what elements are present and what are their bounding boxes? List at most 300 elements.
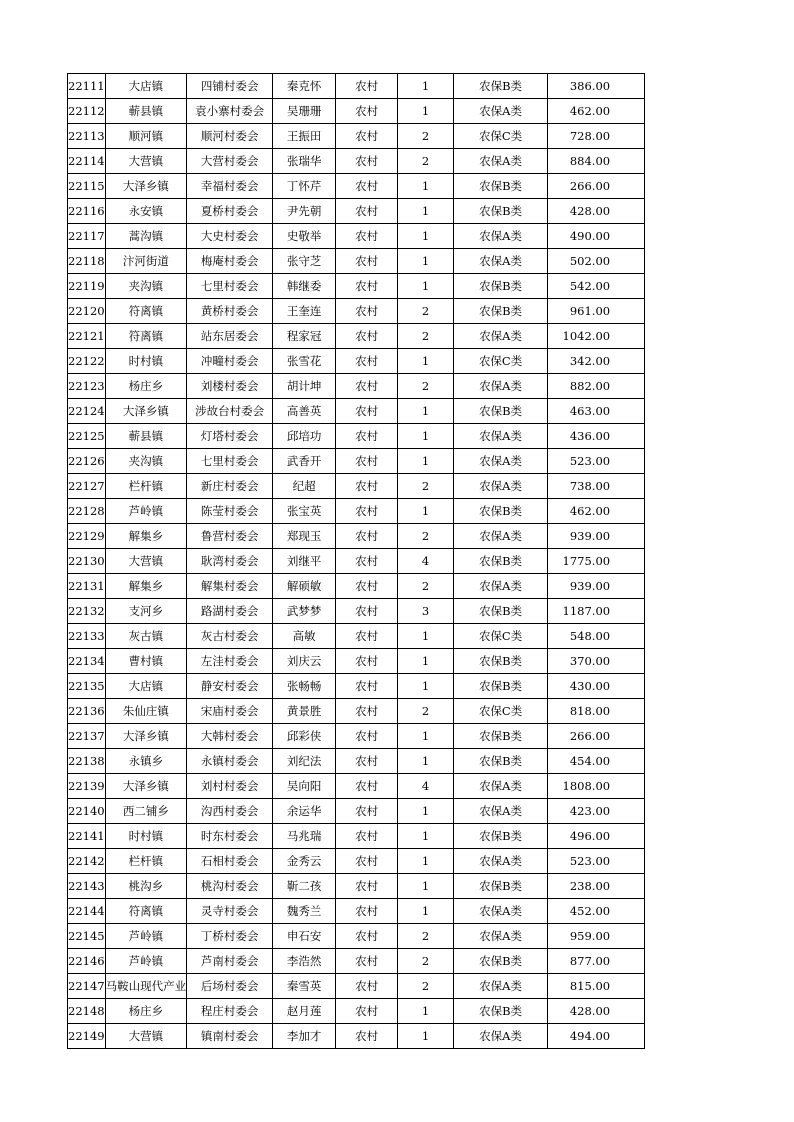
village-cell: 大史村委会 [187,224,273,249]
town-cell: 大泽乡镇 [105,174,187,199]
id-cell: 22140 [68,799,106,824]
name-cell: 武香开 [273,449,336,474]
id-cell: 22129 [68,524,106,549]
area-type-cell: 农村 [336,749,398,774]
category-cell: 农保B类 [454,199,548,224]
category-cell: 农保B类 [454,499,548,524]
category-cell: 农保A类 [454,924,548,949]
category-cell: 农保B类 [454,649,548,674]
id-cell: 22111 [68,74,106,99]
id-cell: 22113 [68,124,106,149]
count-cell: 1 [398,649,454,674]
name-cell: 吴向阳 [273,774,336,799]
category-cell: 农保C类 [454,124,548,149]
amount-cell: 502.00 [548,249,645,274]
id-cell: 22142 [68,849,106,874]
id-cell: 22148 [68,999,106,1024]
amount-cell: 728.00 [548,124,645,149]
category-cell: 农保A类 [454,849,548,874]
id-cell: 22114 [68,149,106,174]
category-cell: 农保A类 [454,974,548,999]
village-cell: 四铺村委会 [187,74,273,99]
village-cell: 灰古村委会 [187,624,273,649]
town-cell: 蕲县镇 [105,99,187,124]
village-cell: 大韩村委会 [187,724,273,749]
village-cell: 路湖村委会 [187,599,273,624]
category-cell: 农保B类 [454,549,548,574]
table-row [68,149,645,174]
area-type-cell: 农村 [336,224,398,249]
village-cell: 鲁营村委会 [187,524,273,549]
village-cell: 灯塔村委会 [187,424,273,449]
amount-cell: 496.00 [548,824,645,849]
table-body [68,74,645,1049]
name-cell: 马兆瑞 [273,824,336,849]
name-cell: 秦克怀 [273,74,336,99]
name-cell: 王奎连 [273,299,336,324]
village-cell: 大营村委会 [187,149,273,174]
category-cell: 农保A类 [454,474,548,499]
village-cell: 解集村委会 [187,574,273,599]
table-row [68,799,645,824]
id-cell: 22115 [68,174,106,199]
town-cell: 大营镇 [105,149,187,174]
count-cell: 3 [398,599,454,624]
id-cell: 22116 [68,199,106,224]
table-row [68,874,645,899]
town-cell: 朱仙庄镇 [105,699,187,724]
count-cell: 1 [398,874,454,899]
id-cell: 22128 [68,499,106,524]
category-cell: 农保B类 [454,874,548,899]
village-cell: 涉故台村委会 [187,399,273,424]
count-cell: 4 [398,774,454,799]
village-cell: 新庄村委会 [187,474,273,499]
count-cell: 2 [398,149,454,174]
count-cell: 2 [398,524,454,549]
table-row [68,599,645,624]
village-cell: 芦南村委会 [187,949,273,974]
id-cell: 22124 [68,399,106,424]
count-cell: 1 [398,824,454,849]
count-cell: 2 [398,574,454,599]
table-row [68,274,645,299]
amount-cell: 454.00 [548,749,645,774]
id-cell: 22149 [68,1024,106,1049]
village-cell: 石相村委会 [187,849,273,874]
area-type-cell: 农村 [336,624,398,649]
name-cell: 张瑞华 [273,149,336,174]
town-cell: 蒿沟镇 [105,224,187,249]
name-cell: 史敬举 [273,224,336,249]
category-cell: 农保A类 [454,449,548,474]
town-cell: 汴河街道 [105,249,187,274]
amount-cell: 452.00 [548,899,645,924]
name-cell: 李浩然 [273,949,336,974]
name-cell: 余运华 [273,799,336,824]
village-cell: 灵寺村委会 [187,899,273,924]
area-type-cell: 农村 [336,799,398,824]
amount-cell: 266.00 [548,174,645,199]
amount-cell: 939.00 [548,524,645,549]
town-cell: 大泽乡镇 [105,774,187,799]
town-cell: 解集乡 [105,524,187,549]
table-row [68,624,645,649]
id-cell: 22120 [68,299,106,324]
table-row [68,724,645,749]
amount-cell: 436.00 [548,424,645,449]
id-cell: 22123 [68,374,106,399]
area-type-cell: 农村 [336,999,398,1024]
table-row [68,424,645,449]
town-cell: 芦岭镇 [105,499,187,524]
amount-cell: 542.00 [548,274,645,299]
category-cell: 农保C类 [454,624,548,649]
amount-cell: 463.00 [548,399,645,424]
amount-cell: 462.00 [548,499,645,524]
amount-cell: 548.00 [548,624,645,649]
count-cell: 1 [398,174,454,199]
id-cell: 22117 [68,224,106,249]
table-row [68,374,645,399]
area-type-cell: 农村 [336,449,398,474]
table-row [68,124,645,149]
table-row [68,99,645,124]
area-type-cell: 农村 [336,849,398,874]
village-cell: 沟西村委会 [187,799,273,824]
id-cell: 22121 [68,324,106,349]
amount-cell: 877.00 [548,949,645,974]
count-cell: 1 [398,899,454,924]
count-cell: 1 [398,999,454,1024]
town-cell: 大泽乡镇 [105,724,187,749]
id-cell: 22122 [68,349,106,374]
area-type-cell: 农村 [336,274,398,299]
category-cell: 农保B类 [454,674,548,699]
table-row [68,974,645,999]
count-cell: 2 [398,124,454,149]
count-cell: 1 [398,99,454,124]
name-cell: 李加才 [273,1024,336,1049]
category-cell: 农保B类 [454,599,548,624]
area-type-cell: 农村 [336,524,398,549]
count-cell: 1 [398,224,454,249]
amount-cell: 342.00 [548,349,645,374]
table-row [68,674,645,699]
category-cell: 农保A类 [454,99,548,124]
category-cell: 农保A类 [454,249,548,274]
table-row [68,649,645,674]
town-cell: 时村镇 [105,349,187,374]
id-cell: 22144 [68,899,106,924]
town-cell: 符离镇 [105,299,187,324]
town-cell: 芦岭镇 [105,924,187,949]
amount-cell: 738.00 [548,474,645,499]
category-cell: 农保B类 [454,999,548,1024]
town-cell: 栏杆镇 [105,474,187,499]
village-cell: 静安村委会 [187,674,273,699]
town-cell: 支河乡 [105,599,187,624]
village-cell: 刘楼村委会 [187,374,273,399]
town-cell: 永镇乡 [105,749,187,774]
town-cell: 芦岭镇 [105,949,187,974]
village-cell: 黄桥村委会 [187,299,273,324]
count-cell: 1 [398,74,454,99]
name-cell: 张宝英 [273,499,336,524]
count-cell: 2 [398,324,454,349]
table-row [68,299,645,324]
name-cell: 张雪花 [273,349,336,374]
village-cell: 程庄村委会 [187,999,273,1024]
table-row [68,949,645,974]
count-cell: 1 [398,624,454,649]
table-row [68,399,645,424]
amount-cell: 1808.00 [548,774,645,799]
category-cell: 农保C类 [454,699,548,724]
table-row [68,774,645,799]
town-cell: 顺河镇 [105,124,187,149]
category-cell: 农保B类 [454,724,548,749]
town-cell: 大营镇 [105,549,187,574]
id-cell: 22133 [68,624,106,649]
count-cell: 1 [398,799,454,824]
name-cell: 韩继委 [273,274,336,299]
amount-cell: 959.00 [548,924,645,949]
area-type-cell: 农村 [336,149,398,174]
name-cell: 秦雪英 [273,974,336,999]
area-type-cell: 农村 [336,399,398,424]
category-cell: 农保B类 [454,174,548,199]
id-cell: 22147 [68,974,106,999]
count-cell: 1 [398,399,454,424]
town-cell: 符离镇 [105,324,187,349]
table-row [68,549,645,574]
amount-cell: 1775.00 [548,549,645,574]
name-cell: 邱彩侠 [273,724,336,749]
table-row [68,199,645,224]
village-cell: 幸福村委会 [187,174,273,199]
area-type-cell: 农村 [336,774,398,799]
village-cell: 永镇村委会 [187,749,273,774]
town-cell: 大泽乡镇 [105,399,187,424]
id-cell: 22138 [68,749,106,774]
category-cell: 农保A类 [454,574,548,599]
town-cell: 夹沟镇 [105,449,187,474]
category-cell: 农保A类 [454,1024,548,1049]
area-type-cell: 农村 [336,349,398,374]
count-cell: 4 [398,549,454,574]
town-cell: 桃沟乡 [105,874,187,899]
category-cell: 农保A类 [454,324,548,349]
name-cell: 靳二孩 [273,874,336,899]
category-cell: 农保A类 [454,374,548,399]
area-type-cell: 农村 [336,599,398,624]
count-cell: 1 [398,449,454,474]
name-cell: 尹先朝 [273,199,336,224]
village-cell: 夏桥村委会 [187,199,273,224]
amount-cell: 523.00 [548,449,645,474]
id-cell: 22143 [68,874,106,899]
amount-cell: 423.00 [548,799,645,824]
town-cell: 曹村镇 [105,649,187,674]
name-cell: 申石安 [273,924,336,949]
category-cell: 农保B类 [454,74,548,99]
name-cell: 张畅畅 [273,674,336,699]
category-cell: 农保A类 [454,774,548,799]
category-cell: 农保B类 [454,749,548,774]
area-type-cell: 农村 [336,424,398,449]
name-cell: 刘继平 [273,549,336,574]
table-row [68,74,645,99]
area-type-cell: 农村 [336,1024,398,1049]
id-cell: 22139 [68,774,106,799]
village-cell: 丁桥村委会 [187,924,273,949]
id-cell: 22141 [68,824,106,849]
area-type-cell: 农村 [336,549,398,574]
category-cell: 农保B类 [454,274,548,299]
table-row [68,999,645,1024]
amount-cell: 818.00 [548,699,645,724]
village-cell: 冲疃村委会 [187,349,273,374]
data-table [67,73,645,1049]
village-cell: 袁小寨村委会 [187,99,273,124]
id-cell: 22131 [68,574,106,599]
town-cell: 永安镇 [105,199,187,224]
village-cell: 七里村委会 [187,274,273,299]
village-cell: 宋庙村委会 [187,699,273,724]
count-cell: 1 [398,499,454,524]
area-type-cell: 农村 [336,649,398,674]
village-cell: 桃沟村委会 [187,874,273,899]
town-cell: 大店镇 [105,674,187,699]
area-type-cell: 农村 [336,174,398,199]
village-cell: 站东居委会 [187,324,273,349]
table-row [68,849,645,874]
count-cell: 2 [398,949,454,974]
area-type-cell: 农村 [336,874,398,899]
amount-cell: 386.00 [548,74,645,99]
id-cell: 22135 [68,674,106,699]
area-type-cell: 农村 [336,124,398,149]
name-cell: 高敏 [273,624,336,649]
table-row [68,574,645,599]
amount-cell: 884.00 [548,149,645,174]
name-cell: 纪超 [273,474,336,499]
area-type-cell: 农村 [336,574,398,599]
village-cell: 刘村村委会 [187,774,273,799]
count-cell: 1 [398,1024,454,1049]
town-cell: 灰古镇 [105,624,187,649]
name-cell: 高善英 [273,399,336,424]
category-cell: 农保B类 [454,399,548,424]
table-row [68,449,645,474]
count-cell: 2 [398,474,454,499]
village-cell: 梅庵村委会 [187,249,273,274]
count-cell: 1 [398,424,454,449]
table-row [68,174,645,199]
town-cell: 解集乡 [105,574,187,599]
name-cell: 刘庆云 [273,649,336,674]
name-cell: 赵月莲 [273,999,336,1024]
amount-cell: 428.00 [548,199,645,224]
count-cell: 1 [398,724,454,749]
category-cell: 农保A类 [454,899,548,924]
area-type-cell: 农村 [336,924,398,949]
amount-cell: 961.00 [548,299,645,324]
table-row [68,899,645,924]
town-cell: 符离镇 [105,899,187,924]
table-row [68,924,645,949]
id-cell: 22134 [68,649,106,674]
name-cell: 黄景胜 [273,699,336,724]
table-row [68,1024,645,1049]
count-cell: 1 [398,274,454,299]
name-cell: 邱培功 [273,424,336,449]
area-type-cell: 农村 [336,674,398,699]
table-row [68,699,645,724]
category-cell: 农保A类 [454,524,548,549]
area-type-cell: 农村 [336,499,398,524]
count-cell: 2 [398,699,454,724]
area-type-cell: 农村 [336,374,398,399]
count-cell: 1 [398,349,454,374]
table-row [68,349,645,374]
amount-cell: 266.00 [548,724,645,749]
count-cell: 1 [398,249,454,274]
id-cell: 22127 [68,474,106,499]
amount-cell: 490.00 [548,224,645,249]
id-cell: 22136 [68,699,106,724]
category-cell: 农保B类 [454,949,548,974]
area-type-cell: 农村 [336,99,398,124]
name-cell: 武梦梦 [273,599,336,624]
area-type-cell: 农村 [336,899,398,924]
category-cell: 农保A类 [454,149,548,174]
id-cell: 22119 [68,274,106,299]
area-type-cell: 农村 [336,724,398,749]
category-cell: 农保A类 [454,799,548,824]
amount-cell: 1187.00 [548,599,645,624]
name-cell: 王振田 [273,124,336,149]
town-cell: 栏杆镇 [105,849,187,874]
count-cell: 2 [398,299,454,324]
amount-cell: 523.00 [548,849,645,874]
town-cell: 蕲县镇 [105,424,187,449]
table-row [68,474,645,499]
table-row [68,824,645,849]
area-type-cell: 农村 [336,824,398,849]
town-cell: 大店镇 [105,74,187,99]
name-cell: 程家冠 [273,324,336,349]
amount-cell: 1042.00 [548,324,645,349]
village-cell: 耿湾村委会 [187,549,273,574]
amount-cell: 370.00 [548,649,645,674]
table-row [68,249,645,274]
name-cell: 金秀云 [273,849,336,874]
count-cell: 1 [398,849,454,874]
village-cell: 左洼村委会 [187,649,273,674]
category-cell: 农保A类 [454,424,548,449]
town-cell: 杨庄乡 [105,999,187,1024]
area-type-cell: 农村 [336,249,398,274]
name-cell: 吴珊珊 [273,99,336,124]
village-cell: 顺河村委会 [187,124,273,149]
id-cell: 22137 [68,724,106,749]
amount-cell: 238.00 [548,874,645,899]
amount-cell: 430.00 [548,674,645,699]
table-row [68,524,645,549]
count-cell: 2 [398,924,454,949]
